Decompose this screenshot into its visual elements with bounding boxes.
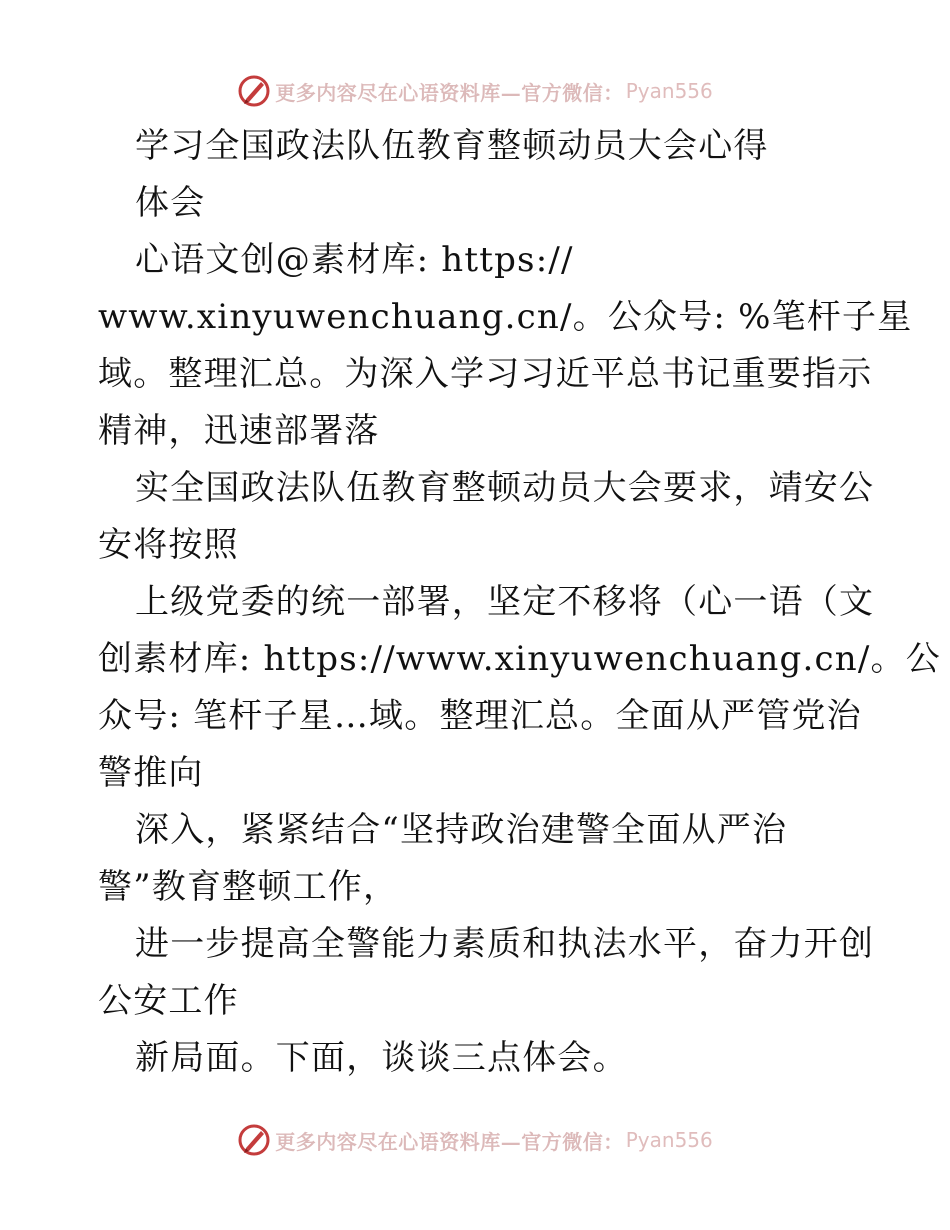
banner-text: 更多内容尽在心语资料库—官方微信： xyxy=(275,1129,624,1154)
text-line: 心语文创@素材库: https:// xyxy=(135,240,574,280)
text-line: 创素材库: https://www.xinyuwenchuang.cn/。公 xyxy=(98,639,941,679)
text-line: 精神，迅速部署落 xyxy=(98,411,380,451)
text-line: 安将按照 xyxy=(98,525,239,565)
text-line: 上级党委的统一部署，坚定不移将（心一语（文 xyxy=(135,582,875,622)
banner-wechat-id: Pyan556 xyxy=(625,1128,713,1152)
banner-wechat-id: Pyan556 xyxy=(625,79,713,103)
text-line: 众号: 笔杆子星…域。整理汇总。全面从严管党治 xyxy=(98,696,862,736)
text-line: 学习全国政法队伍教育整顿动员大会心得 xyxy=(135,126,769,166)
pen-logo-icon xyxy=(237,1123,271,1157)
text-line: 实全国政法队伍教育整顿动员大会要求，靖安公 xyxy=(135,468,875,508)
text-line: 公安工作 xyxy=(98,981,239,1021)
text-line: 域。整理汇总。为深入学习习近平总书记重要指示 xyxy=(98,354,873,394)
text-line: 体会 xyxy=(135,183,206,223)
pen-logo-icon xyxy=(237,74,271,108)
footer-watermark-banner xyxy=(0,1120,950,1160)
text-line: 警”教育整顿工作， xyxy=(98,867,399,907)
text-line: www.xinyuwenchuang.cn/。公众号: %笔杆子星 xyxy=(98,297,913,337)
text-line: 新局面。下面，谈谈三点体会。 xyxy=(135,1038,628,1078)
text-line: 深入，紧紧结合“坚持政治建警全面从严治 xyxy=(135,810,788,850)
text-line: 进一步提高全警能力素质和执法水平，奋力开创 xyxy=(135,924,875,964)
text-line: 警推向 xyxy=(98,753,204,793)
header-watermark-banner xyxy=(0,71,950,111)
banner-text: 更多内容尽在心语资料库—官方微信： xyxy=(275,80,624,105)
document-body xyxy=(98,118,941,1087)
